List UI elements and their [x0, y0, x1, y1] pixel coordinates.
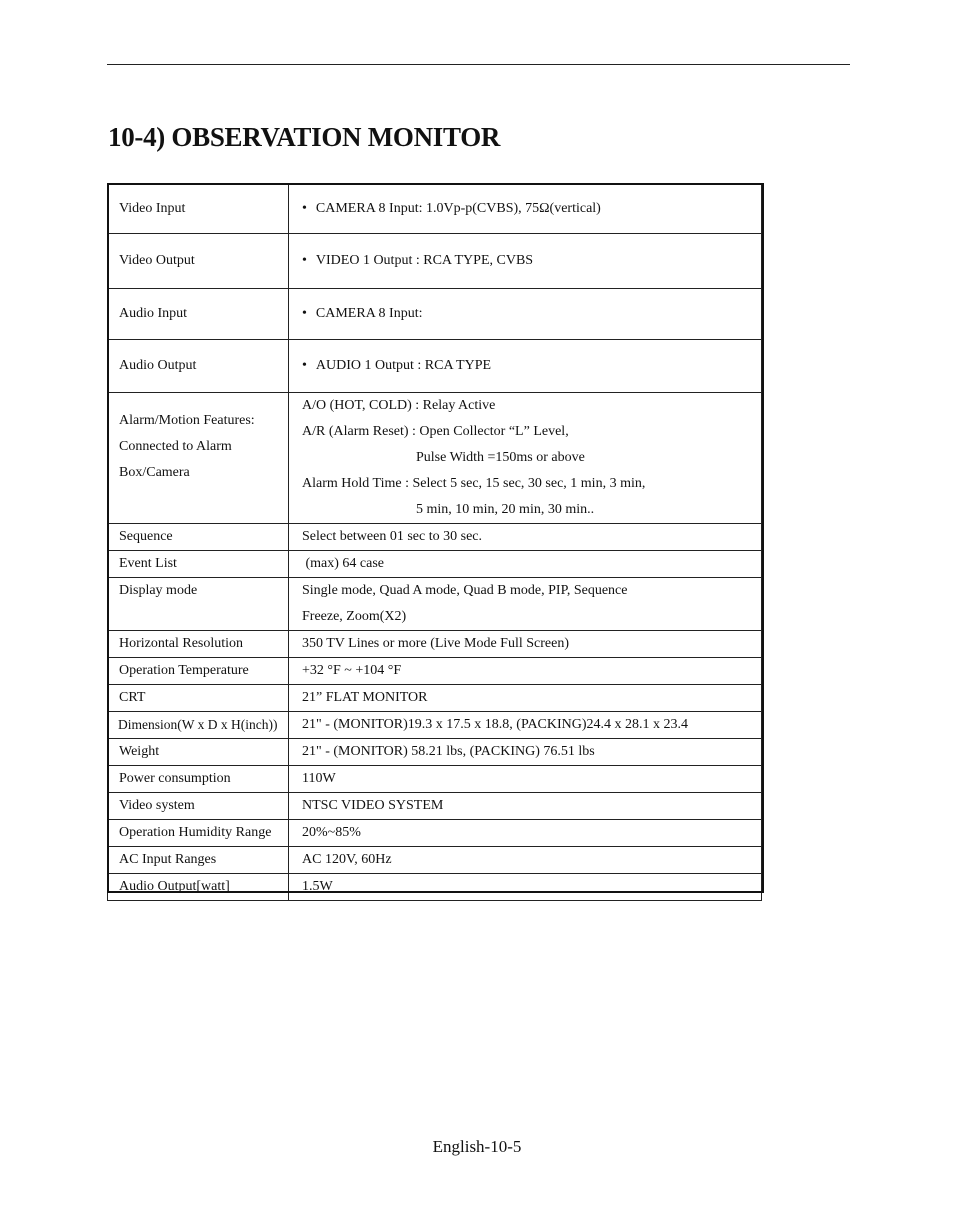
value-line: Alarm Hold Time : Select 5 sec, 15 sec, 30 sec, 1 min, 3 min,	[302, 476, 646, 491]
row-label: Sequence	[108, 524, 289, 551]
row-label: Power consumption	[108, 766, 289, 793]
row-value: 20%~85%	[289, 820, 762, 847]
row-value: • CAMERA 8 Input:	[289, 289, 762, 340]
row-value: NTSC VIDEO SYSTEM	[289, 793, 762, 820]
table-row	[108, 340, 762, 393]
value-line: A/R (Alarm Reset) : Open Collector “L” Level,	[302, 424, 569, 439]
table-row	[108, 847, 762, 874]
row-value: 1.5W	[289, 874, 762, 901]
table-row	[108, 631, 762, 658]
value-line: Pulse Width =150ms or above	[416, 450, 585, 465]
table-row	[108, 393, 762, 524]
row-label: Horizontal Resolution	[108, 631, 289, 658]
row-value: 21” FLAT MONITOR	[289, 685, 762, 712]
spec-table	[107, 183, 762, 901]
table-row	[108, 289, 762, 340]
row-value: • VIDEO 1 Output : RCA TYPE, CVBS	[289, 234, 762, 289]
row-value: 110W	[289, 766, 762, 793]
row-label: CRT	[108, 685, 289, 712]
table-row	[108, 658, 762, 685]
value-line: A/O (HOT, COLD) : Relay Active	[302, 398, 496, 413]
row-value: • AUDIO 1 Output : RCA TYPE	[289, 340, 762, 393]
row-label: AC Input Ranges	[108, 847, 289, 874]
row-label: Weight	[108, 739, 289, 766]
value-line: Single mode, Quad A mode, Quad B mode, PIP, Sequence	[302, 583, 628, 598]
page-title: 10-4) OBSERVATION MONITOR	[108, 122, 501, 152]
row-value: AC 120V, 60Hz	[289, 847, 762, 874]
table-row	[108, 524, 762, 551]
row-value: (max) 64 case	[289, 551, 762, 578]
table-row	[108, 712, 762, 739]
row-label: Audio Output	[108, 340, 289, 393]
label-line: Alarm/Motion Features:	[119, 413, 255, 428]
row-label: Audio Input	[108, 289, 289, 340]
row-value: +32 °F ~ +104 °F	[289, 658, 762, 685]
row-value: 21" - (MONITOR) 58.21 lbs, (PACKING) 76.51 lbs	[289, 739, 762, 766]
row-label: Audio Output[watt]	[108, 874, 289, 901]
table-row	[108, 820, 762, 847]
header-rule	[107, 64, 850, 65]
row-value: • CAMERA 8 Input: 1.0Vp-p(CVBS), 75Ω(vertical)	[289, 184, 762, 234]
row-label: Video system	[108, 793, 289, 820]
row-label: Dimension(W x D x H(inch))	[108, 712, 289, 739]
table-row	[108, 578, 762, 631]
table-row	[108, 793, 762, 820]
row-value	[289, 578, 762, 631]
table-row	[108, 551, 762, 578]
table-row	[108, 766, 762, 793]
row-label	[108, 393, 289, 524]
row-value: Select between 01 sec to 30 sec.	[289, 524, 762, 551]
row-value	[289, 393, 762, 524]
label-line: Connected to Alarm	[119, 439, 232, 454]
page-footer: English-10-5	[432, 1137, 522, 1156]
label-line: Box/Camera	[119, 465, 190, 480]
row-label: Operation Humidity Range	[108, 820, 289, 847]
table-row	[108, 739, 762, 766]
row-label: Display mode	[108, 578, 289, 631]
table-row	[108, 184, 762, 234]
row-value: 350 TV Lines or more (Live Mode Full Screen)	[289, 631, 762, 658]
table-row	[108, 874, 762, 901]
row-label: Operation Temperature	[108, 658, 289, 685]
table-row	[108, 685, 762, 712]
row-value: 21" - (MONITOR)19.3 x 17.5 x 18.8, (PACKING)24.4 x 28.1 x 23.4	[289, 712, 762, 739]
table-row	[108, 234, 762, 289]
value-line: 5 min, 10 min, 20 min, 30 min..	[416, 502, 595, 517]
row-label: Video Input	[108, 184, 289, 234]
value-line: Freeze, Zoom(X2)	[302, 609, 407, 624]
row-label: Event List	[108, 551, 289, 578]
row-label: Video Output	[108, 234, 289, 289]
